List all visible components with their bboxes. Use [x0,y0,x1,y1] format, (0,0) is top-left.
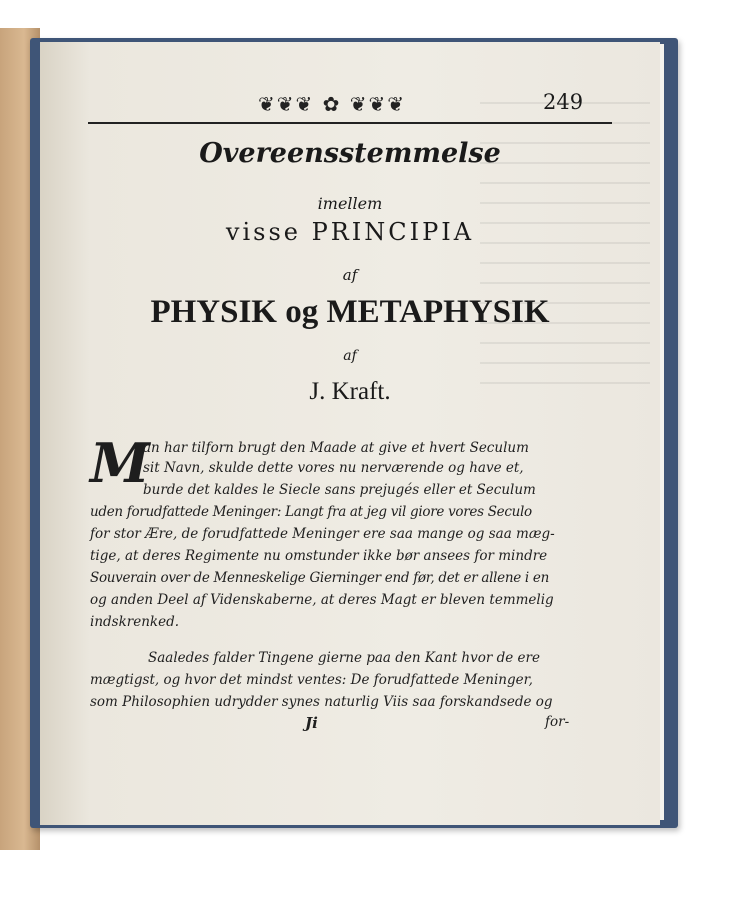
body-line: tige, at deres Regimente nu omstunder ikke bør ansees for mindre [90,548,548,564]
title-line-2: imellem [317,194,383,213]
header-rule [88,122,612,124]
title-line-5: PHYSIK og METAPHYSIK [150,294,550,330]
body-line: an har tilforn brugt den Maade at give et hvert Seculum [143,440,529,456]
author-line: J. Kraft. [309,378,391,405]
body-line: indskrenked. [90,614,180,630]
title-line-4: af [342,266,358,284]
signature-mark: Ji [305,714,318,732]
body-line: Saaledes falder Tingene gierne paa den Kant hvor de ere [148,650,540,666]
drop-cap: M [90,431,150,495]
header-ornament: ❦❦❦ ✿ ❦❦❦ [258,92,407,116]
title-line-6: af [343,348,357,364]
book-page [40,42,660,825]
body-line: Souverain over de Menneskelige Gierninger end før, det er allene i en [90,570,549,586]
catchword: for- [545,714,570,730]
body-line: burde det kaldes le Siecle sans prejugés eller et Seculum [143,482,536,498]
body-line: sit Navn, skulde dette vores nu nerværende og have et, [143,460,524,476]
body-line: og anden Deel af Videnskaberne, at deres Magt er bleven temmelig [90,592,554,608]
title-line-3: visse PRINCIPIA [225,218,475,246]
page-number: 249 [543,90,584,114]
title-line-1: Overeensstemmelse [199,138,501,169]
body-line: mægtigst, og hvor det mindst ventes: De forudfattede Meninger, [90,672,533,688]
body-line: som Philosophien udrydder synes naturlig Viis saa forskandsede og [90,694,553,710]
body-line: for stor Ære, de forudfattede Meninger ere saa mange og saa mæg- [90,526,555,542]
body-line: uden forudfattede Meninger: Langt fra at jeg vil giore vores Seculo [90,504,532,520]
